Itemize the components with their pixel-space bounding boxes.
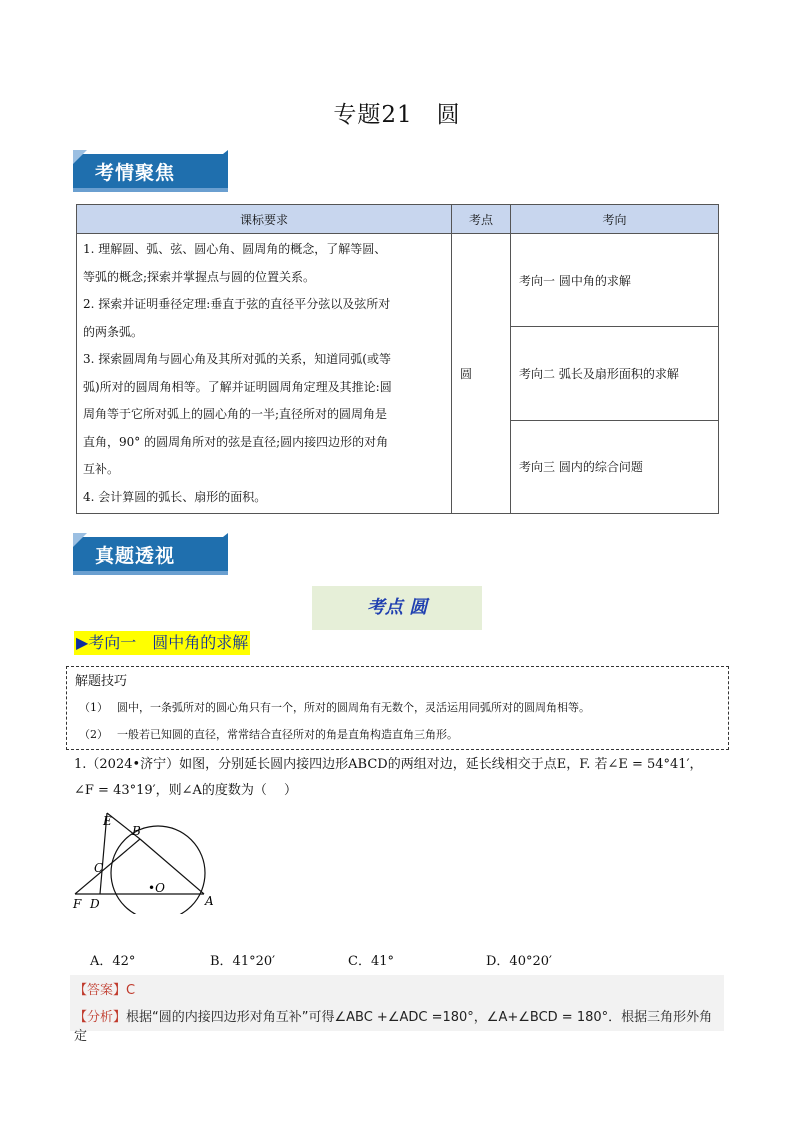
req-line: 弧)所对的圆周角相等。了解并证明圆周角定理及其推论:圆 xyxy=(83,379,392,394)
requirements-table xyxy=(76,204,719,514)
req-line: 的两条弧。 xyxy=(83,324,144,339)
banner-label: 真题透视 xyxy=(95,545,176,567)
tip-number: （1） xyxy=(79,701,108,714)
question-line-2: ∠F = 43°19′，则∠A的度数为（ ） xyxy=(74,783,298,798)
option-c: C．41° xyxy=(348,954,394,969)
label-e: E xyxy=(103,814,112,828)
kaodian-box: 考点 圆 xyxy=(312,586,482,630)
section-banner-kaoqing xyxy=(73,150,228,192)
req-line: 周角等于它所对弧上的圆心角的一半;直径所对的圆周角是 xyxy=(83,407,388,421)
tip-item xyxy=(79,699,590,715)
direction-cell: 考向一 圆中角的求解 xyxy=(511,234,719,327)
label-b: B xyxy=(132,824,141,838)
banner-label: 考情聚焦 xyxy=(95,162,176,184)
label-o: •O xyxy=(148,881,165,895)
section-banner-zhenti xyxy=(73,533,228,575)
page-title: 专题21 圆 xyxy=(333,102,461,128)
option-a: A．42° xyxy=(90,954,136,969)
req-line: 等弧的概念;探索并掌握点与圆的位置关系。 xyxy=(83,269,316,284)
req-line: 2. 探索并证明垂径定理:垂直于弦的直径平分弦以及弦所对 xyxy=(83,297,391,311)
req-line: 3. 探索圆周角与圆心角及其所对弧的关系，知道同弧(或等 xyxy=(83,352,391,366)
question-line-1: 1.（2024•济宁）如图，分别延长圆内接四边形ABCD的两组对边，延长线相交于点E，F. 若∠E = 54°41′， xyxy=(74,757,703,772)
direction-cell: 考向三 圆内的综合问题 xyxy=(511,420,719,513)
tips-box xyxy=(66,666,729,750)
header-direction: 考向 xyxy=(511,205,719,234)
kaodian-cell: 圆 xyxy=(452,234,511,514)
req-line: 4. 会计算圆的弧长、扇形的面积。 xyxy=(83,489,267,504)
req-line: 互补。 xyxy=(83,462,120,476)
option-b: B．41°20′ xyxy=(210,954,276,969)
answer-box xyxy=(70,975,724,1044)
header-requirements: 课标要求 xyxy=(77,205,452,234)
req-line: 直角，90° 的圆周角所对的弦是直径;圆内接四边形的对角 xyxy=(83,434,389,449)
line-fb xyxy=(75,839,140,894)
label-c: C xyxy=(94,861,104,875)
table-row xyxy=(77,234,719,327)
req-line: 1. 理解圆、弧、弦、圆心角、圆周角的概念，了解等圆、 xyxy=(83,242,387,256)
table-header-row xyxy=(77,205,719,234)
tip-text: 圆中，一条弧所对的圆心角只有一个，所对的圆周角有无数个，灵活运用同弧所对的圆周角相等。 xyxy=(117,701,590,714)
answer-label: 【答案】C xyxy=(74,983,136,998)
header-kaodian: 考点 xyxy=(452,205,511,234)
tip-text: 一般若已知圆的直径，常常结合直径所对的角是直角构造直角三角形。 xyxy=(117,728,458,741)
analysis-label: 【分析】 xyxy=(74,1010,127,1025)
label-a: A xyxy=(205,894,214,908)
tips-heading: 解题技巧 xyxy=(75,674,128,689)
analysis-body: 根据“圆的内接四边形对角互补”可得∠ABC +∠ADC =180°，∠A+∠BCD = 180°．根据三角形外角定 xyxy=(74,1010,713,1044)
requirements-cell xyxy=(77,234,452,514)
tip-item xyxy=(79,726,458,742)
option-d: D．40°20′ xyxy=(486,954,552,969)
label-d: D xyxy=(90,897,100,911)
circle-o xyxy=(111,826,205,914)
analysis-text xyxy=(74,1006,724,1044)
direction-heading: ▶考向一 圆中角的求解 xyxy=(74,631,250,655)
geometry-figure xyxy=(70,804,220,914)
label-f: F xyxy=(73,897,82,911)
direction-cell: 考向二 弧长及扇形面积的求解 xyxy=(511,327,719,420)
tip-number: （2） xyxy=(79,728,108,741)
